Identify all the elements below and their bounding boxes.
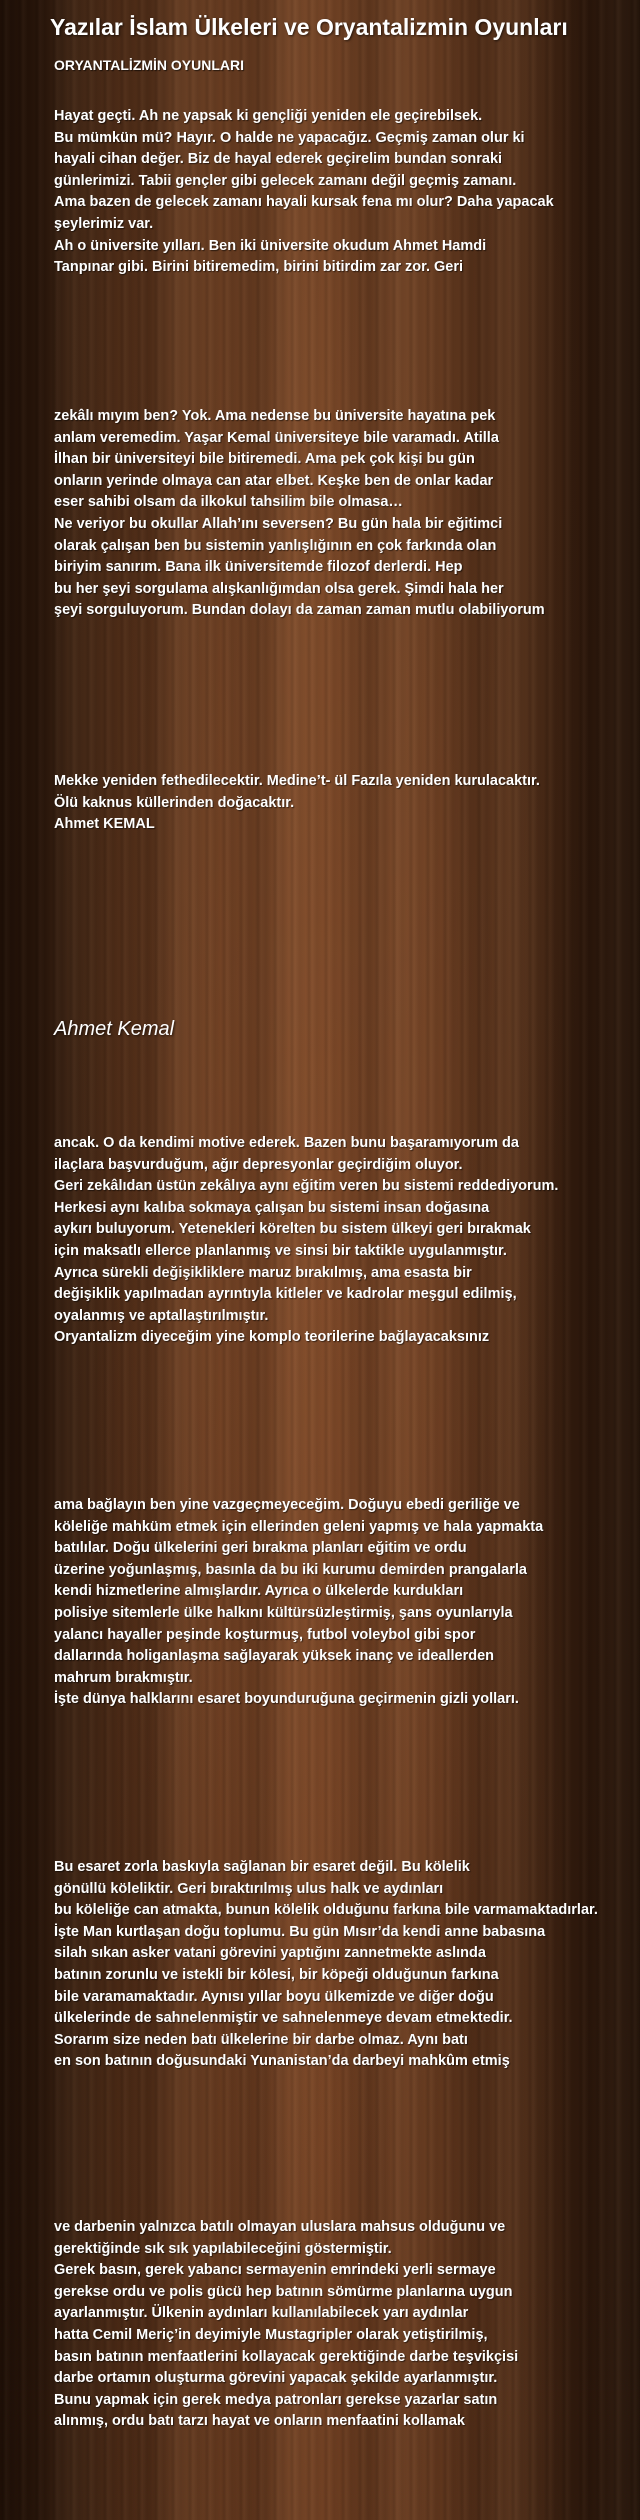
paragraph-line: ancak. O da kendimi motive ederek. Bazen bunu başaramıyorum da bbox=[54, 1135, 519, 1151]
paragraph-line: ve darbenin yalnızca batılı olmayan uluslara mahsus olduğunu ve bbox=[54, 2219, 506, 2235]
paragraph-line: İşte Man kurtlaşan doğu toplumu. Bu gün Mısır’da kendi anne babasına bbox=[54, 1923, 546, 1940]
paragraph-line: yalancı hayaller peşinde koşturmuş, futbol voleybol gibi spor bbox=[54, 1626, 476, 1643]
paragraph-line: İlhan bir üniversiteyi bile bitiremedi. Ama pek çok kişi bu gün bbox=[54, 451, 475, 468]
paragraph-line: silah sıkan asker vatani görevini yaptığını zannetmekte aslında bbox=[54, 1945, 486, 1962]
paragraph-2 bbox=[54, 406, 545, 622]
paragraph-line: batının zorunlu ve istekli bir kölesi, bir köpeği olduğunun farkına bbox=[54, 1966, 499, 1983]
paragraph-line: üzerine yoğunlaşmış, basınla da bu iki kurumu demirden prangalarla bbox=[54, 1561, 527, 1578]
paragraph-line: basın batının menfaatlerini kollayacak gerektiğinde darbe teşvikçisi bbox=[54, 2348, 519, 2365]
paragraph-line: darbe ortamın oluşturma görevini yapacak şekilde ayarlanmıştır. bbox=[54, 2370, 498, 2387]
paragraph-line: anlam veremedim. Yaşar Kemal üniversiteye bile varamadı. Atilla bbox=[54, 429, 499, 446]
paragraph-line: hatta Cemil Meriç’in deyimiyle Mustagripler olarak yetiştirilmiş, bbox=[54, 2326, 488, 2343]
paragraph-line: aykırı buluyorum. Yetenekleri körelten bu sistem ülkeyi geri bırakmak bbox=[54, 1221, 531, 1238]
paragraph-line: Ayrıca sürekli değişikliklere maruz bırakılmış, ama esasta bir bbox=[54, 1264, 472, 1281]
author-signature: Ahmet Kemal bbox=[54, 1018, 175, 1040]
paragraph-6 bbox=[54, 1857, 598, 2073]
paragraph-line: kendi hizmetlerine almışlardır. Ayrıca o ülkelerde kurdukları bbox=[54, 1583, 464, 1600]
paragraph-line: köleliğe mahküm etmek için ellerinden geleni yapmış ve hala yapmakta bbox=[54, 1518, 544, 1535]
paragraph-line: için maksatlı ellerce planlanmış ve sinsi bir taktikle uygulanmıştır. bbox=[54, 1242, 507, 1259]
paragraph-7 bbox=[54, 2217, 518, 2433]
paragraph-line: Bu mümkün mü? Hayır. O halde ne yapacağız. Geçmiş zaman olur ki bbox=[54, 129, 525, 146]
paragraph-line: Oryantalizm diyeceğim yine komplo teorilerine bağlayacaksınız bbox=[54, 1329, 490, 1346]
paragraph-line: İşte dünya halklarını esaret boyunduruğuna geçirmenin gizli yolları. bbox=[54, 1691, 519, 1708]
paragraph-line: bu köleliğe can atmakta, bunun kölelik olduğunu farkına bile varmamaktadırlar. bbox=[54, 1902, 598, 1919]
paragraph-line: Ah o üniversite yılları. Ben iki üniversite okudum Ahmet Hamdi bbox=[54, 237, 487, 254]
paragraph-line: zekâlı mıyım ben? Yok. Ama nedense bu üniversite hayatına pek bbox=[54, 408, 496, 424]
paragraph-line: Ahmet KEMAL bbox=[54, 816, 155, 833]
paragraph-line: Bunu yapmak için gerek medya patronları gerekse yazarlar satın bbox=[54, 2391, 498, 2408]
paragraph-4 bbox=[54, 1133, 558, 1349]
paragraph-line: ayarlanmıştır. Ülkenin aydınları kullanılabilecek yarı aydınlar bbox=[54, 2305, 469, 2322]
paragraph-line: Mekke yeniden fethedilecektir. Medine’t- ül Fazıla yeniden kurulacaktır. bbox=[54, 773, 540, 789]
paragraph-line: Geri zekâlıdan üstün zekâlıya aynı eğitim veren bu sistemi reddediyorum. bbox=[54, 1178, 559, 1195]
paragraph-line: polisiye sitemlerle ülke halkını kültürsüzleştirmiş, şans oyunlarıyla bbox=[54, 1604, 513, 1621]
paragraph-line: şeylerimiz var. bbox=[54, 215, 154, 232]
paragraph-1 bbox=[54, 106, 554, 279]
paragraph-line: gönüllü köleliktir. Geri bıraktırılmış ulus halk ve aydınları bbox=[54, 1880, 444, 1897]
paragraph-line: Herkesi aynı kalıba sokmaya çalışan bu sistemi insan doğasına bbox=[54, 1199, 490, 1216]
article-subtitle: ORYANTALİZMİN OYUNLARI bbox=[54, 57, 245, 73]
paragraph-line: şeyi sorguluyorum. Bundan dolayı da zaman zaman mutlu olabiliyorum bbox=[54, 602, 545, 619]
paragraph-line: en son batının doğusundaki Yunanistan’da darbeyi mahkûm etmiş bbox=[54, 2053, 510, 2070]
paragraph-line: gerektiğinde sık sık yapılabileceğini göstermiştir. bbox=[54, 2240, 392, 2257]
paragraph-line: onların yerinde olmaya can atar elbet. Keşke ben de onlar kadar bbox=[54, 472, 494, 489]
paragraph-line: mahrum bırakmıştır. bbox=[54, 1669, 193, 1686]
paragraph-5 bbox=[54, 1495, 543, 1711]
paragraph-line: Tanpınar gibi. Birini bitiremedim, birini bitirdim zar zor. Geri bbox=[54, 259, 464, 276]
paragraph-line: ülkelerinde de sahnelenmiştir ve sahnelenmeye devam etmektedir. bbox=[54, 2010, 513, 2027]
paragraph-line: alınmış, ordu batı tarzı hayat ve onların menfaatini kollamak bbox=[54, 2413, 465, 2430]
paragraph-line: bu her şeyi sorgulama alışkanlığımdan olsa gerek. Şimdi hala her bbox=[54, 580, 504, 597]
paragraph-3 bbox=[54, 771, 540, 836]
paragraph-line: oyalanmış ve aptallaştırılmıştır. bbox=[54, 1307, 269, 1324]
paragraph-line: değişiklik yapılmadan ayrıntıyla kitleler ve kadrolar meşgul edilmiş, bbox=[54, 1286, 517, 1303]
paragraph-line: batılılar. Doğu ülkelerini geri bırakma planları eğitim ve ordu bbox=[54, 1540, 467, 1557]
paragraph-line: Hayat geçti. Ah ne yapsak ki gençliği yeniden ele geçirebilsek. bbox=[54, 108, 483, 124]
paragraph-line: günlerimizi. Tabii gençler gibi gelecek zamanı değil geçmiş zamanı. bbox=[54, 172, 517, 189]
paragraph-line: dallarında holiganlaşma sağlayarak yüksek inanç ve ideallerden bbox=[54, 1648, 495, 1665]
paragraph-line: olarak çalışan ben bu sistemin yanlışlığının en çok farkında olan bbox=[54, 537, 497, 554]
paragraph-line: Gerek basın, gerek yabancı sermayenin emrindeki yerli sermaye bbox=[54, 2262, 496, 2279]
paragraph-line: Ne veriyor bu okullar Allah’ını seversen? Bu gün hala bir eğitimci bbox=[54, 515, 503, 532]
paragraph-line: ama bağlayın ben yine vazgeçmeyeceğim. Doğuyu ebedi geriliğe ve bbox=[54, 1497, 520, 1513]
paragraph-line: ilaçlara başvurduğum, ağır depresyonlar geçirdiğim oluyor. bbox=[54, 1156, 463, 1173]
paragraph-line: eser sahibi olsam da ilkokul tahsilim bile olmasa… bbox=[54, 494, 403, 511]
paragraph-line: biriyim sanırım. Bana ilk üniversitemde filozof derlerdi. Hep bbox=[54, 559, 463, 576]
paragraph-line: gerekse ordu ve polis gücü hep batının sömürme planlarına uygun bbox=[54, 2283, 513, 2300]
paragraph-line: Ama bazen de gelecek zamanı hayali kursak fena mı olur? Daha yapacak bbox=[54, 194, 554, 211]
page-title: Yazılar İslam Ülkeleri ve Oryantalizmin Oyunları bbox=[50, 14, 568, 40]
paragraph-line: Sorarım size neden batı ülkelerine bir darbe olmaz. Aynı batı bbox=[54, 2031, 468, 2048]
paragraph-line: bile varamamaktadır. Aynısı yıllar boyu ülkemizde ve diğer doğu bbox=[54, 1988, 494, 2005]
paragraph-line: hayali cihan değer. Biz de hayal ederek geçirelim bundan sonraki bbox=[54, 151, 503, 168]
paragraph-line: Ölü kaknus küllerinden doğacaktır. bbox=[54, 794, 295, 811]
paragraph-line: Bu esaret zorla baskıyla sağlanan bir esaret değil. Bu kölelik bbox=[54, 1859, 470, 1875]
